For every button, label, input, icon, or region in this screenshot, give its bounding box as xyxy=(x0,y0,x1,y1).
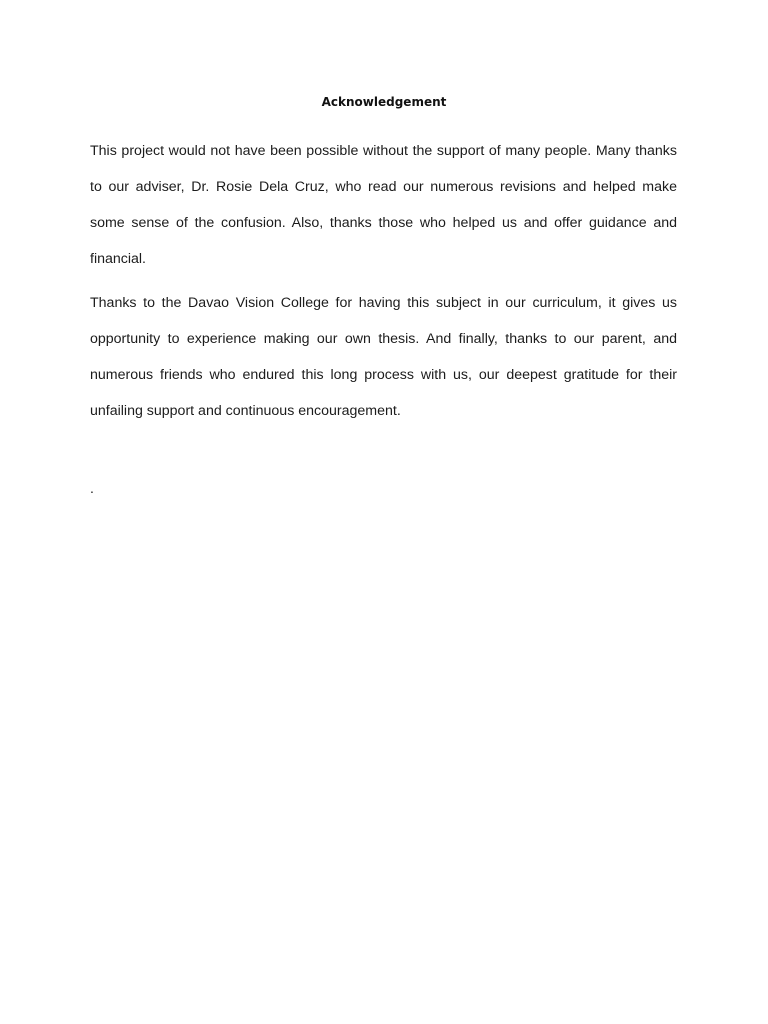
trailing-period: . xyxy=(90,480,94,496)
paragraph-thanks-adviser: This project would not have been possible without the support of many people. Many thanks to our adviser, Dr. Rosie Dela Cruz, who read our numerous revisions and helped make some sense of the confusion. Also, thanks those who helped us and offer guidance and financial. xyxy=(90,143,677,267)
page-title: Acknowledgement xyxy=(321,95,447,109)
paragraph-thanks-college: Thanks to the Davao Vision College for having this subject in our curriculum, it gives us opportunity to experience making our own thesis. And finally, thanks to our parent, and numerous friends who endured this long process with us, our deepest gratitude for their unfailing support and continuous encouragement. xyxy=(90,295,677,419)
